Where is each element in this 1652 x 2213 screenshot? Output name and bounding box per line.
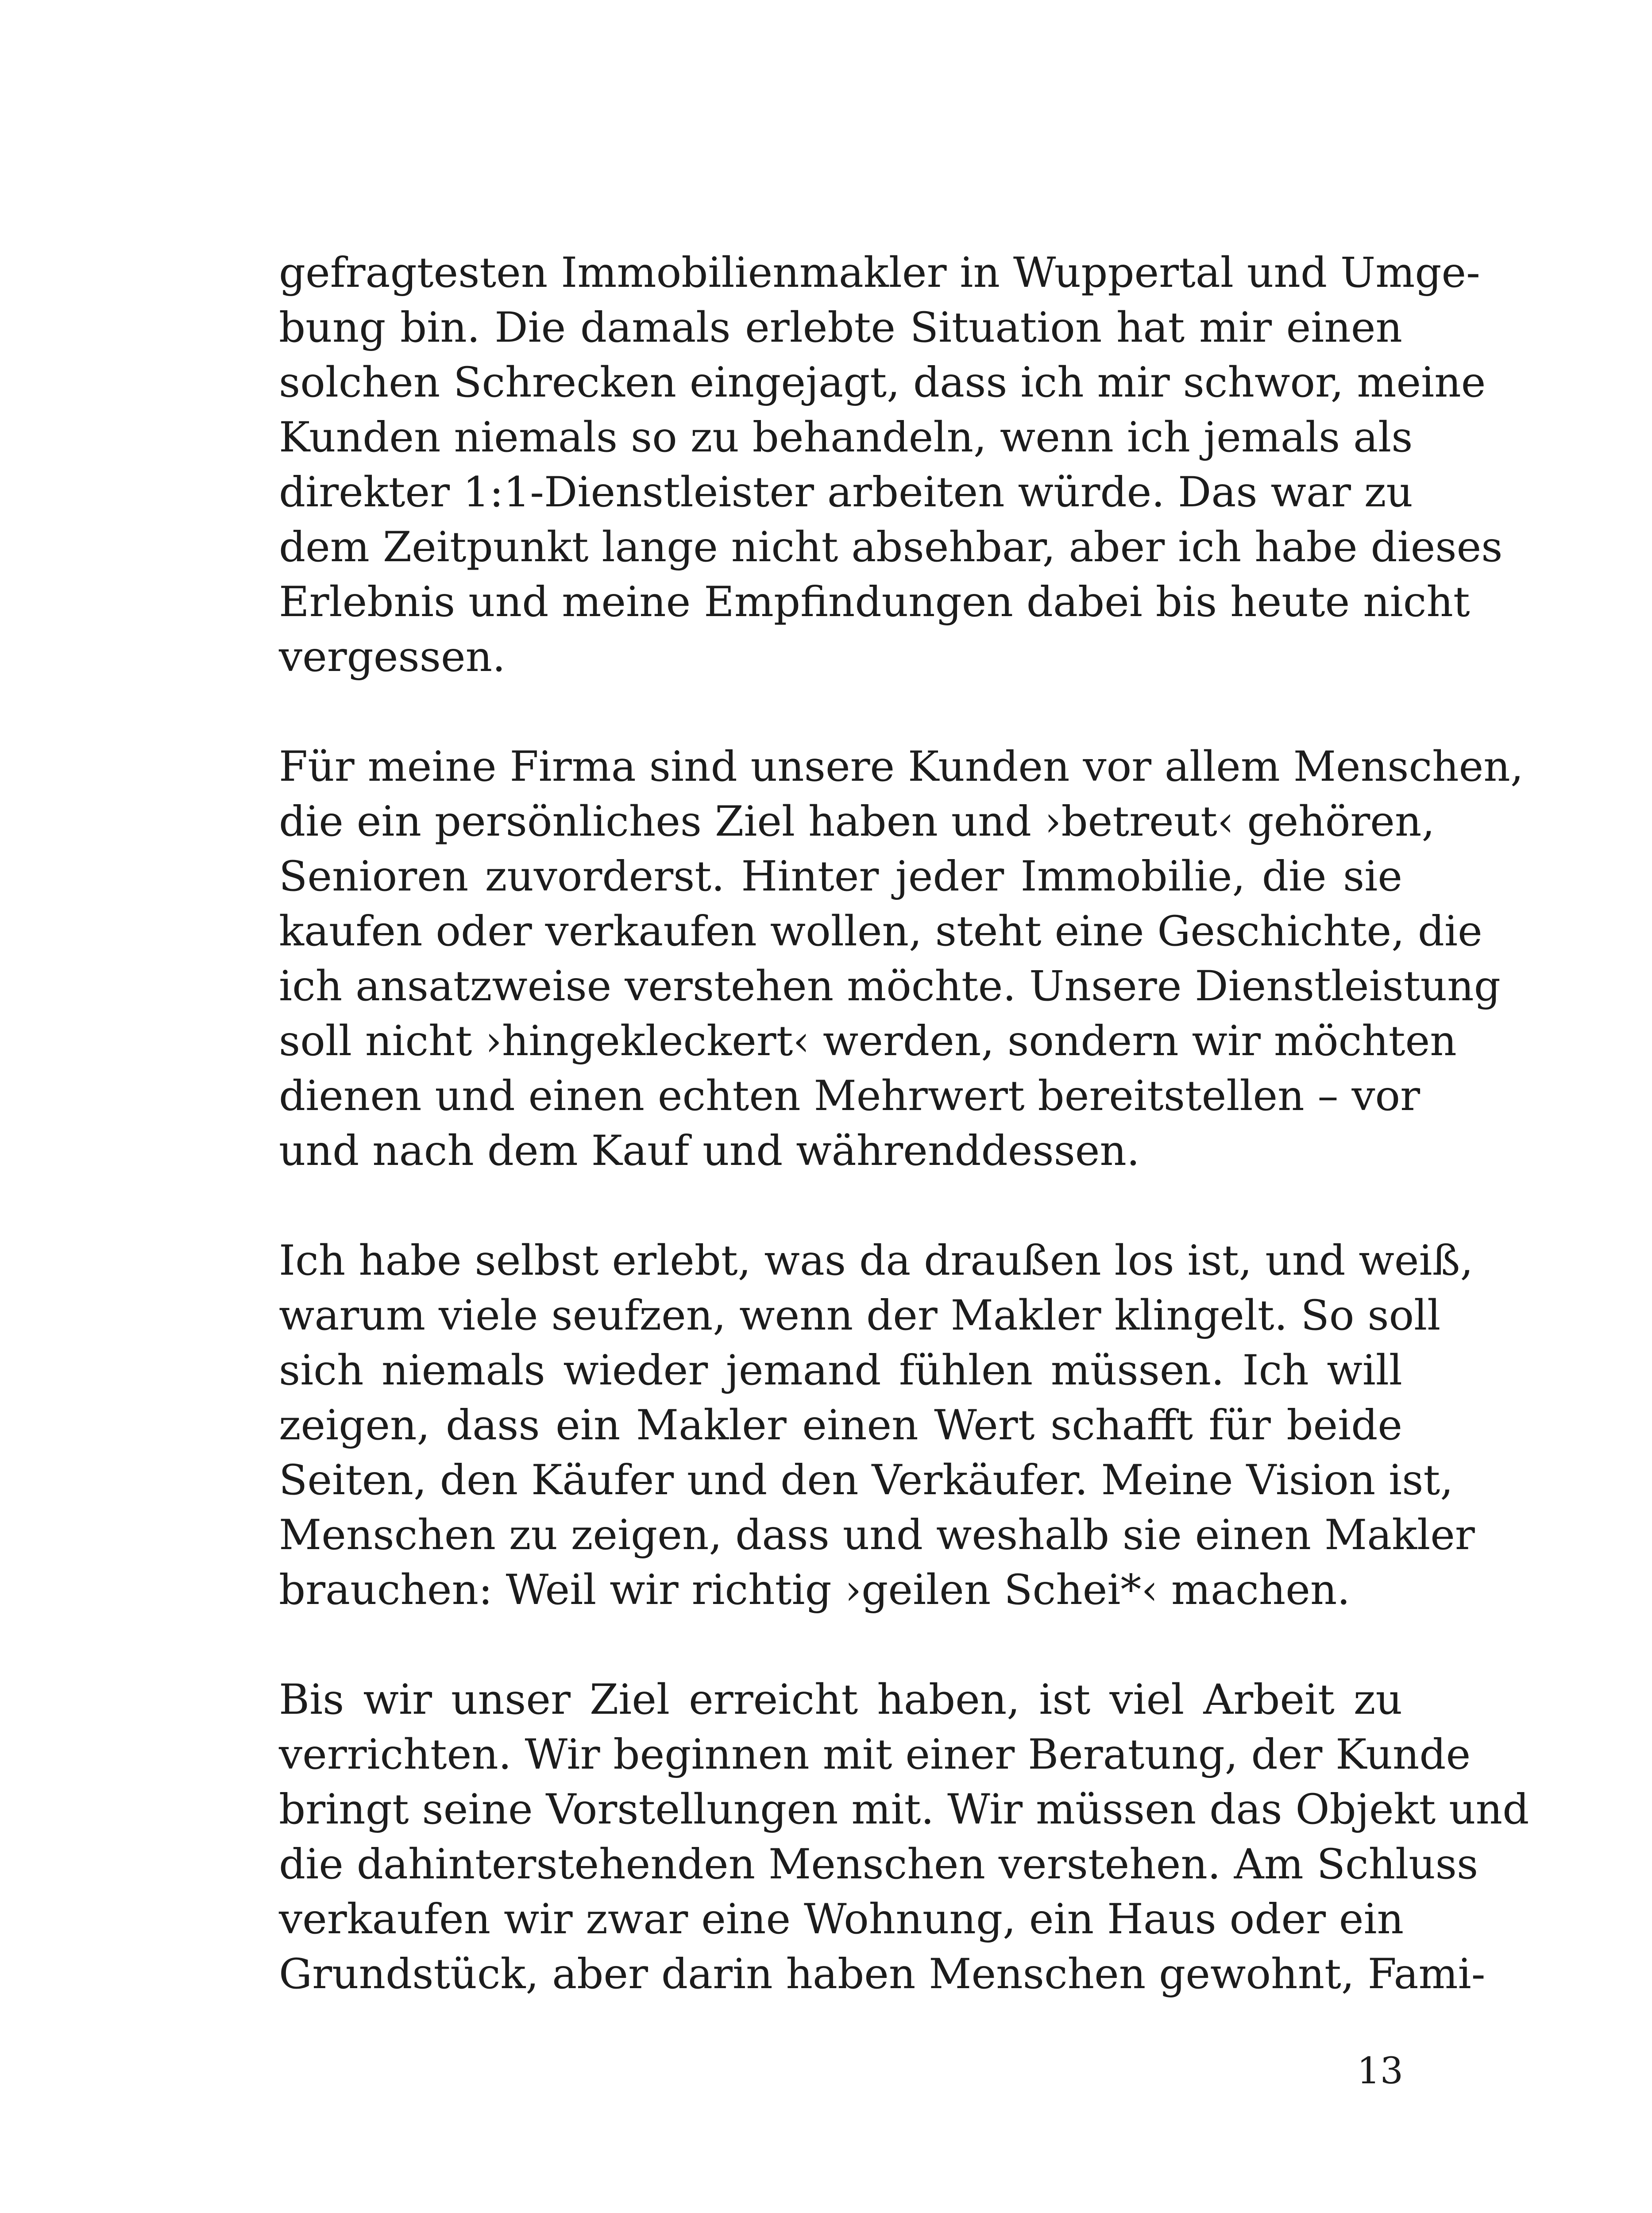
paragraph — [279, 246, 1503, 685]
paragraph — [279, 1234, 1475, 1618]
text-line: Grundstück, aber darin haben Menschen gewohnt, Fami- — [279, 1950, 1486, 1998]
text-line: Kunden niemals so zu behandeln, wenn ich jemals als — [279, 413, 1413, 462]
text-line: Erlebnis und meine Empfindungen dabei bis heute nicht — [279, 578, 1470, 626]
text-line: direkter 1:1-Dienstleister arbeiten würde. Das war zu — [279, 468, 1413, 517]
text-line: bung bin. Die damals erlebte Situation hat mir einen — [279, 304, 1402, 352]
text-line: Bis wir unser Ziel erreicht haben, ist viel Arbeit zu — [279, 1676, 1402, 1724]
text-line: die dahinterstehenden Menschen verstehen. Am Schluss — [279, 1840, 1478, 1889]
text-line: sich niemals wieder jemand fühlen müssen. Ich will — [279, 1346, 1402, 1395]
text-line: Für meine Firma sind unsere Kunden vor allem Menschen, — [279, 743, 1524, 791]
text-line: gefragtesten Immobilienmakler in Wuppertal und Umge- — [279, 249, 1480, 297]
text-line: Senioren zuvorderst. Hinter jeder Immobilie, die sie — [279, 852, 1402, 901]
text-line: und nach dem Kauf und währenddessen. — [279, 1127, 1140, 1175]
text-line: vergessen. — [279, 633, 506, 681]
text-line: solchen Schrecken eingejagt, dass ich mir schwor, meine — [279, 359, 1486, 407]
text-line: warum viele seufzen, wenn der Makler klingelt. So soll — [279, 1292, 1441, 1340]
text-line: brauchen: Weil wir richtig ›geilen Schei*‹ machen. — [279, 1566, 1351, 1614]
body-text — [279, 246, 1529, 2057]
text-line: Menschen zu zeigen, dass und weshalb sie einen Makler — [279, 1511, 1475, 1559]
text-line: kaufen oder verkaufen wollen, steht eine Geschichte, die — [279, 907, 1482, 956]
text-line: ich ansatzweise verstehen möchte. Unsere Dienstleistung — [279, 962, 1501, 1010]
text-line: soll nicht ›hingekleckert‹ werden, sondern wir möchten — [279, 1017, 1457, 1065]
paragraph — [279, 740, 1524, 1179]
text-line: verkaufen wir zwar eine Wohnung, ein Haus oder ein — [279, 1895, 1404, 1943]
text-line: verrichten. Wir beginnen mit einer Beratung, der Kunde — [279, 1731, 1471, 1779]
text-line: zeigen, dass ein Makler einen Wert schafft für beide — [279, 1401, 1402, 1450]
text-line: die ein persönliches Ziel haben und ›betreut‹ gehören, — [279, 798, 1435, 846]
text-line: dem Zeitpunkt lange nicht absehbar, aber ich habe dieses — [279, 523, 1503, 571]
text-line: Seiten, den Käufer und den Verkäufer. Meine Vision ist, — [279, 1456, 1454, 1504]
text-line: Ich habe selbst erlebt, was da draußen los ist, und weiß, — [279, 1237, 1474, 1285]
paragraph — [279, 1673, 1529, 2002]
text-line: bringt seine Vorstellungen mit. Wir müssen das Objekt und — [279, 1785, 1529, 1834]
text-line: dienen und einen echten Mehrwert bereitstellen – vor — [279, 1072, 1420, 1120]
page-number: 13 — [1357, 2050, 1403, 2092]
